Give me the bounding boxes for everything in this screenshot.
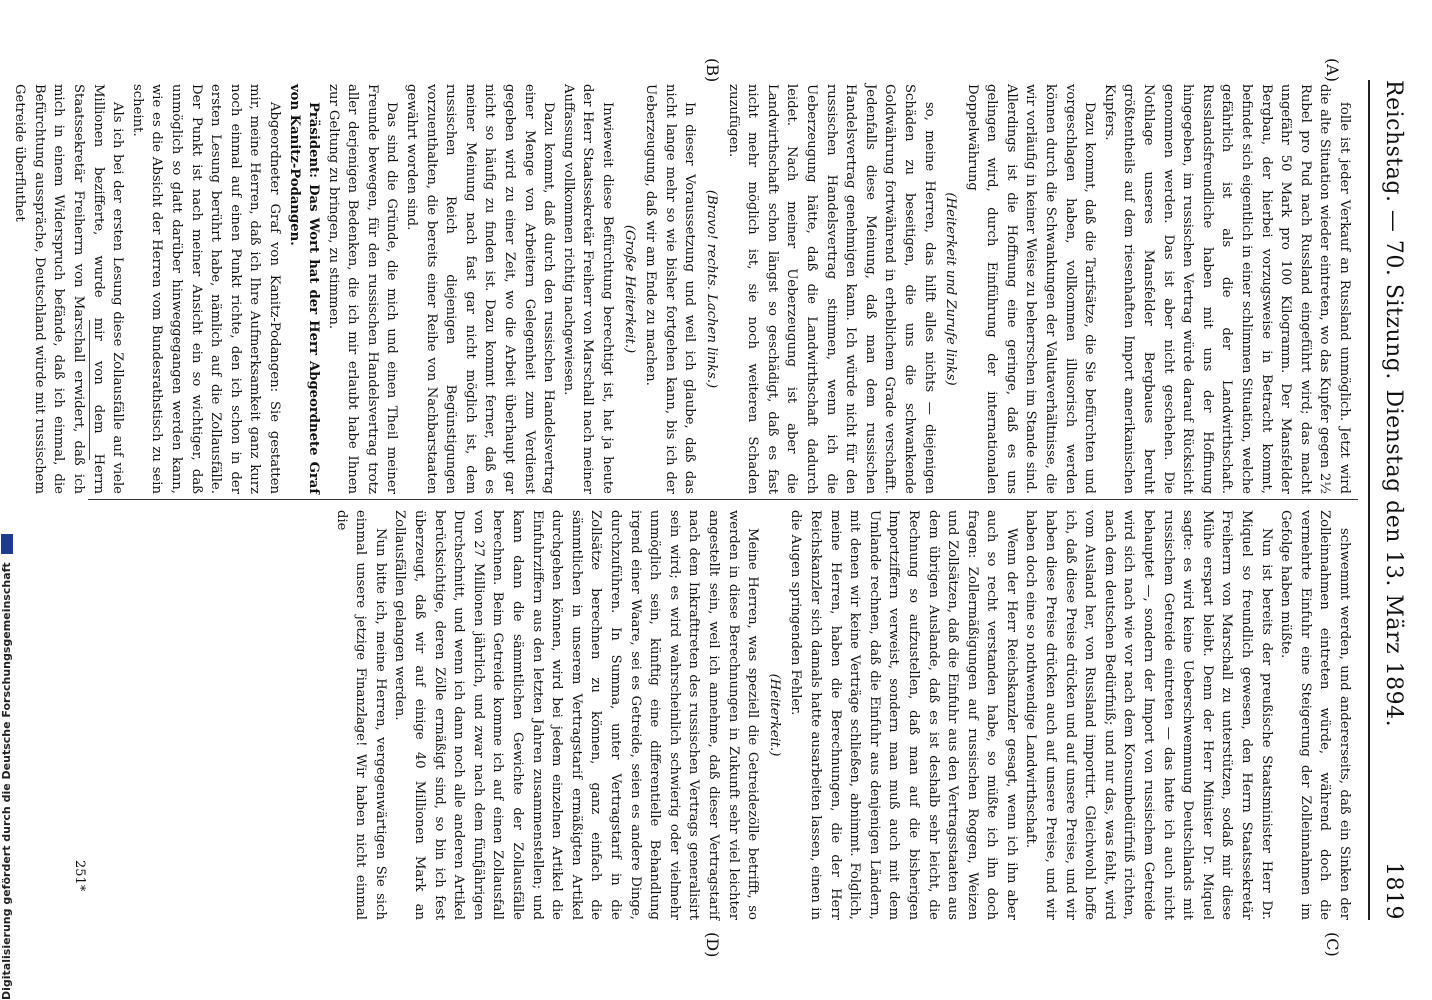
paragraph: so, meine Herren, das hilft alles nichts — diejenigen Schäden zu beseitigen, die uns die schwankende Goldwährung fortwährend in erheblichem Grade verschafft. Jedenfalls diese Meinung, daß man dem russischen Handelsvertrag genehmigen kann. Ich würde nicht für den russischen Handelsvertrag stimmen, wenn ich die Ueberzeugung hätte, daß die Landwirthschaft dadurch leidet. Nach meiner Ueberzeugung ist aber die Landwirthschaft schon längst so geschädigt, daß es fast nicht mehr möglich ist, sie noch weiteren Schaden zuzufügen. [725, 84, 937, 494]
header-rule [1368, 80, 1370, 920]
header-date: Dienstag den 13. März 1894. [1381, 389, 1406, 728]
page-number: 1819 [1381, 862, 1406, 920]
paragraph: Meine Herren, was speziell die Getreidezölle betrifft, so werden in diese Berechnungen in Zukunft sehr viel leichter angestellt sein, weil ich annehme, daß dieser Vertragstarif nach dem Inkrafttreten des russischen Vertrags generalisirt sein wird; es wird wahrscheinlich schwierig oder vielmehr unmöglich sein, künftig eine differentielle Behandlung irgend einer Waare, sei es Getreide, seien es andere Dinge, durchzuführen. In Summa, unter Vertragstarif in die Zollsätze berechnen zu können, ganz einfach die sämmtlichen in unserem Vertragstarif ermäßigten Artikel durchgehen können, wird bei jedem einzelnen Artikel die Einfuhrziffern aus den letzten Jahren zusammenstellen; und kann dann die sämmtlichen Gewichte der Zollausfälle berechnen. Beim Getreide komme ich auf einen Zollausfall von 27 Millionen jährlich, und zwar nach dem fünfjährigen Durchschnitt, und wenn ich dann noch alle anderen Artikel berücksichtige, deren Zölle ermäßigt sind, so bin ich fest überzeugt, daß wir auf einige 40 Millionen Mark an Zollausfällen gelangen werden. [392, 510, 761, 920]
paragraph: Abgeordneter Graf von Kanitz-Podangen: Sie gestatten mir, meine Herren, daß ich Ihre Aufmerksamkeit ganz kurz noch einmal auf einen Punkt richte, den ich schon in der ersten Lesung berührt habe, nämlich auf die Zollausfälle. Der Punkt ist nach meiner Ansicht ein so wichtiger, daß unmöglich so glatt darüber hinweggegangen werden kann, wie es die Absicht der Herren vom Bundesrathstisch zu sein scheint. [129, 84, 282, 494]
column-divider [88, 499, 1358, 500]
paragraph: Das sind die Gründe, die mich und einen Theil meiner Freunde bewegen, für den russischen Handelsvertrag trotz aller derjenigen Bedenken, die ich mir erlaubt habe Ihnen zur Geltung zu bringen, zu stimmen. [325, 84, 400, 494]
paragraph: schwemmt werden, und andererseits, daß ein Sinken der Zolleinnahmen eintreten würde, während doch die vermehrte Einfuhr eine Steigerung der Zolleinnahmen im Gefolge haben müßte. [1278, 510, 1352, 920]
paragraph: Inwieweit diese Befürchtung berechtigt ist, hat ja heute der Herr Staatssekretär Freiherr von Marschall nach meiner Auffassung vollkommen richtig nachgewiesen. [560, 84, 616, 494]
paragraph: Nun bitte ich, meine Herren, vergegenwärtigen Sie sich einmal unsere jetzige Finanzlage! Wir haben nicht einmal die [333, 510, 388, 920]
left-text-column [12, 84, 1354, 494]
signature-mark: 251* [72, 860, 87, 892]
header-date-and-page [1381, 389, 1406, 920]
paragraph: Dazu kommt, daß die Tarifsätze, die Sie befürchten und vorgeschlagen haben, vollkommen illusorisch werden können durch die Schwankungen der Valutaverhältnisse, die wir vorläufig in keiner Weise zu beherrschen im Stande sind. Allerdings ist die Hoffnung eine geringe, daß es uns gelingen wird, durch Einführung der internationalen Doppelwährung [964, 84, 1098, 494]
paragraph: Wenn der Herr Reichskanzler gesagt, wenn ich ihn aber auch so recht verstanden habe, so müßte ich ihn doch fragen: Zollermäßigungen auf russischen Roggen, Weizen und Zollsätzen, daß die Einfuhr aus den Vertragsstaaten aus dem übrigen Auslande, daß es ist deshalb sehr leicht, die Rechnung so aufzustellen, daß man auf die bisherigen Importziffern verweist, sondern man muß auch mit dem Umlande rechnen, daß die Einfuhr aus denjenigen Ländern, mit denen wir keine Verträge schließen, abnimmt. Folglich, meine Herren, haben die Berechnungen, die der Herr Reichskanzler sich damals hatte ausarbeiten lassen, einen in die Augen springenden Fehler. [788, 510, 1019, 920]
margin-marker-b: (B) [703, 58, 722, 83]
dfg-logo-icon [1, 534, 13, 554]
interjection: (Große Heiterkeit.) [621, 224, 637, 354]
interjection: (Bravo! rechts. Lachen links.) [704, 189, 719, 389]
paragraph: Als ich bei der ersten Lesung diese Zollausfälle auf viele Millionen bezifferte, wurde mir von dem Herrn Staatssekretär Freiherrn von Marschall erwidert, daß ich mich in einem Widerspruch befände, daß ich einmal, die Befürchtung ausspräche, Deutschland würde mit russischem Getreide überfluthet [12, 84, 126, 494]
paragraph: Dazu kommt, daß durch den russischen Handelsvertrag einer Menge von Arbeitern Gelegenheit zum Verdienst gegeben wird zu einer Zeit, wo die Arbeit überhaupt gar nicht so häufig zu finden ist. Dazu kommt ferner, daß es meiner Meinung nach fast gar nicht möglich ist, dem russischen Reich diejenigen Begünstigungen vorzuenthalten, die bereits einer Reihe von Nachbarstaaten gewährt worden sind. [404, 84, 557, 494]
header-session-title: Reichstag. — 70. Sitzung. [1381, 80, 1406, 380]
president-statement: Präsident: Das Wort hat der Herr Abgeordnete Graf von Kanitz-Podangen. [286, 84, 322, 494]
paragraph: In dieser Voraussetzung und weil ich glaube, daß das nicht lange mehr so wie bisher fortgehen kann, bis ich der Ueberzeugung, daß wir am Ende zu machen. [643, 84, 698, 494]
interjection: (Heiterkeit.) [766, 673, 782, 757]
footer-rule [89, 320, 90, 460]
margin-marker-a: (A) [1323, 58, 1342, 83]
margin-marker-c: (C) [1323, 932, 1342, 957]
paragraph: Nun ist bereits der preußische Staatsminister Herr Dr. Miquel so freundlich gewesen, den Herrn Staatssekretär Freiherrn von Marschall zu unterstützen, sodaß mir diese Mühe erspart bleibt. Denn der Herr Minister Dr. Miquel sagte: es wird keine Ueberschwemmung Deutschlands mit russischem Getreide eintreten — das hatte ich auch nicht behauptet —, sondern der Import von russischem Getreide wird sich nach wie vor nach dem Konsumbedürfniß richten, nach dem deutschen Bedürfniß; und nur das, was fehlt, wird vom Ausland her, von Russland importirt. Gleichwohl hoffe ich, daß diese Preise drücken und auf unsere Preise, und wir haben diese Preise drücken auch auf unsere Preise, und wir haben doch eine so nothwendige Landwirthschaft. [1023, 510, 1274, 920]
paragraph: folle ist jeder Verkauf an Russland unmöglich. Jetzt wird die alte Situation wieder eintreten, wo das Kupfer gegen 2½ Rubel pro Pud nach Russland eingeführt wird; das macht ungefähr 50 Mark pro 100 Kilogramm. Der Mansfelder Bergbau, der hierbei vorzugsweise in Betracht kommt, befindet sich eigentlich in einer schlimmen Situation, welche gefährlich ist als die der Landwirthschaft. Russlandsfreundliche haben mit uns der Hoffnung hingegeben, im russischen Vertrag würde darauf Rücksicht genommen werden. Das ist aber nicht geschehen. Die Nothlage unseres Mansfelder Bergbaues beruht größtentheils auf dem riesenhaften Import amerikanischen Kupfers. [1101, 84, 1352, 494]
credit-text: Digitalisierung gefördert durch die Deutsche Forschungsgemeinschaft [0, 562, 13, 1000]
interjection: (Heiterkeit und Zurufe links) [943, 192, 959, 386]
margin-marker-d: (D) [703, 932, 722, 958]
right-text-column [94, 510, 1354, 920]
digitization-credit [0, 562, 16, 1000]
page-header [1368, 80, 1416, 920]
